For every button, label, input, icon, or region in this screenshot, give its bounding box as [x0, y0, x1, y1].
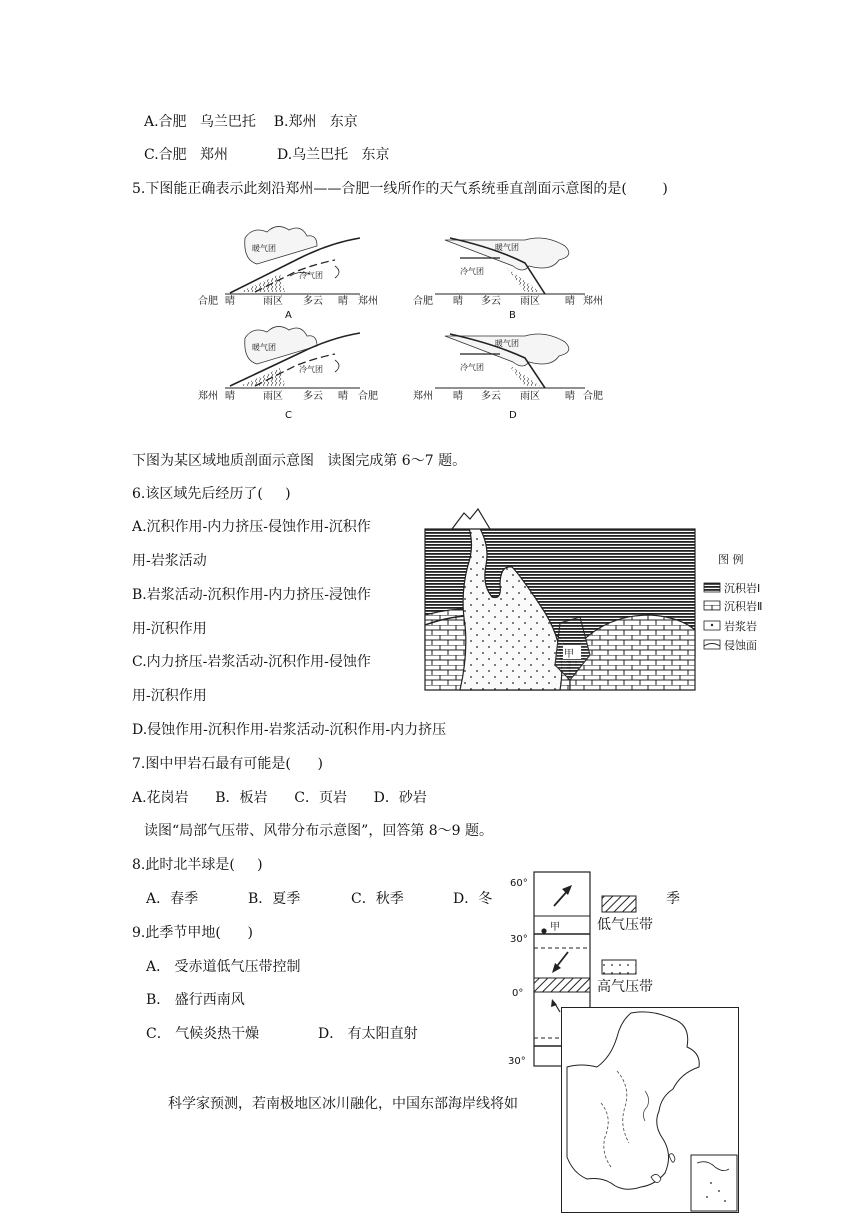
q6-option-b-line1: B.岩浆活动-沉积作用-内力挤压-浸蚀作 — [132, 587, 371, 603]
svg-text:0°: 0° — [512, 988, 524, 999]
svg-text:合肥: 合肥 — [198, 296, 218, 307]
svg-text:多云: 多云 — [481, 296, 501, 307]
svg-text:合肥: 合肥 — [358, 391, 378, 402]
front-diagrams — [195, 218, 615, 424]
svg-text:多云: 多云 — [481, 391, 501, 402]
geology-intro: 下图为某区域地质剖面示意图 读图完成第 6～7 题。 — [132, 453, 467, 469]
svg-text:多云: 多云 — [303, 391, 323, 402]
svg-text:B: B — [509, 310, 516, 321]
svg-text:暖气团: 暖气团 — [495, 243, 519, 252]
front-panel-d — [413, 334, 603, 421]
svg-text:30°: 30° — [510, 934, 528, 945]
svg-text:晴: 晴 — [338, 296, 348, 307]
svg-text:郑州: 郑州 — [583, 296, 603, 307]
q8-option-d: D．冬 — [453, 891, 493, 907]
q9-option-b: B． 盛行西南风 — [146, 992, 245, 1008]
q6-option-b-line2: 用-沉积作用 — [132, 621, 207, 637]
svg-text:D: D — [509, 410, 517, 421]
china-map — [561, 1007, 739, 1213]
q8-option-c: C．秋季 — [351, 891, 404, 907]
svg-text:60°: 60° — [510, 878, 528, 889]
svg-text:郑州: 郑州 — [413, 391, 433, 402]
q6-option-a-line2: 用-岩浆活动 — [132, 553, 207, 569]
svg-text:晴: 晴 — [225, 391, 235, 402]
svg-text:郑州: 郑州 — [198, 391, 218, 402]
svg-text:多云: 多云 — [303, 296, 323, 307]
svg-text:C: C — [285, 410, 292, 421]
q6-option-c-line1: C.内力挤压-岩浆活动-沉积作用-侵蚀作 — [132, 654, 371, 670]
svg-text:郑州: 郑州 — [358, 296, 378, 307]
front-panel-c — [198, 326, 378, 421]
front-panel-b — [413, 238, 603, 321]
q6-option-a-line1: A.沉积作用-内力挤压-侵蚀作用-沉积作 — [132, 519, 371, 535]
pressure-intro: 读图“局部气压带、风带分布示意图”，回答第 8～9 题。 — [144, 823, 494, 839]
q9-option-c: C． 气候炎热干燥 — [146, 1026, 260, 1042]
svg-text:晴: 晴 — [338, 391, 348, 402]
svg-text:雨区: 雨区 — [263, 391, 283, 402]
q6-option-c-line2: 用-沉积作用 — [132, 688, 207, 704]
svg-text:暖气团: 暖气团 — [495, 339, 519, 348]
q8-option-d-tail: 季 — [666, 891, 680, 907]
svg-text:暖气团: 暖气团 — [252, 343, 276, 352]
svg-text:冷气团: 冷气团 — [460, 267, 484, 276]
q9-option-a: A． 受赤道低气压带控制 — [146, 959, 301, 975]
q7-options: A.花岗岩 B．板岩 C．页岩 D．砂岩 — [132, 790, 427, 806]
svg-text:低气压带: 低气压带 — [597, 917, 653, 933]
svg-text:雨区: 雨区 — [263, 296, 283, 307]
svg-text:30°: 30° — [508, 1056, 526, 1067]
svg-text:晴: 晴 — [453, 296, 463, 307]
q5-stem: 5.下图能正确表示此刻沿郑州——合肥一线所作的天气系统垂直剖面示意图的是( ) — [132, 181, 668, 197]
svg-text:暖气团: 暖气团 — [252, 244, 276, 253]
svg-text:高气压带: 高气压带 — [597, 979, 653, 995]
sea-level-text: 科学家预测，若南极地区冰川融化，中国东部海岸线将如 — [168, 1096, 518, 1112]
q7-stem: 7.图中甲岩石最有可能是( ) — [132, 756, 323, 772]
svg-text:冷气团: 冷气团 — [299, 365, 323, 374]
svg-text:合肥: 合肥 — [413, 296, 433, 307]
svg-text:合肥: 合肥 — [583, 391, 603, 402]
svg-text:冷气团: 冷气团 — [460, 363, 484, 372]
svg-text:雨区: 雨区 — [520, 391, 540, 402]
svg-text:沉积岩Ⅱ: 沉积岩Ⅱ — [724, 600, 763, 613]
q6-option-d: D.侵蚀作用-沉积作用-岩浆活动-沉积作用-内力挤压 — [132, 722, 447, 738]
q8-option-a: A．春季 — [146, 891, 199, 907]
q4-option-row2: C.合肥 郑州 D.乌兰巴托 东京 — [144, 147, 390, 163]
svg-text:侵蚀面: 侵蚀面 — [724, 639, 757, 652]
q4-option-row1: A.合肥 乌兰巴托 B.郑州 东京 — [144, 114, 358, 130]
svg-text:A: A — [285, 310, 292, 321]
svg-text:雨区: 雨区 — [520, 296, 540, 307]
q9-stem: 9.此季节甲地( ) — [132, 925, 253, 941]
svg-text:冷气团: 冷气团 — [299, 271, 323, 280]
svg-text:晴: 晴 — [453, 391, 463, 402]
svg-text:晴: 晴 — [565, 391, 575, 402]
q8-option-b: B．夏季 — [248, 891, 301, 907]
q8-stem: 8.此时北半球是( ) — [132, 857, 263, 873]
q9-option-d: D． 有太阳直射 — [318, 1026, 418, 1042]
svg-text:沉积岩Ⅰ: 沉积岩Ⅰ — [724, 582, 761, 595]
svg-text:图 例: 图 例 — [718, 553, 744, 566]
svg-text:甲: 甲 — [564, 649, 574, 660]
svg-text:岩浆岩: 岩浆岩 — [724, 620, 757, 633]
svg-text:甲: 甲 — [550, 922, 560, 933]
svg-text:晴: 晴 — [565, 296, 575, 307]
geology-section — [420, 505, 800, 695]
svg-text:晴: 晴 — [225, 296, 235, 307]
front-panel-a — [198, 226, 378, 321]
q6-stem: 6.该区域先后经历了( ) — [132, 486, 291, 502]
